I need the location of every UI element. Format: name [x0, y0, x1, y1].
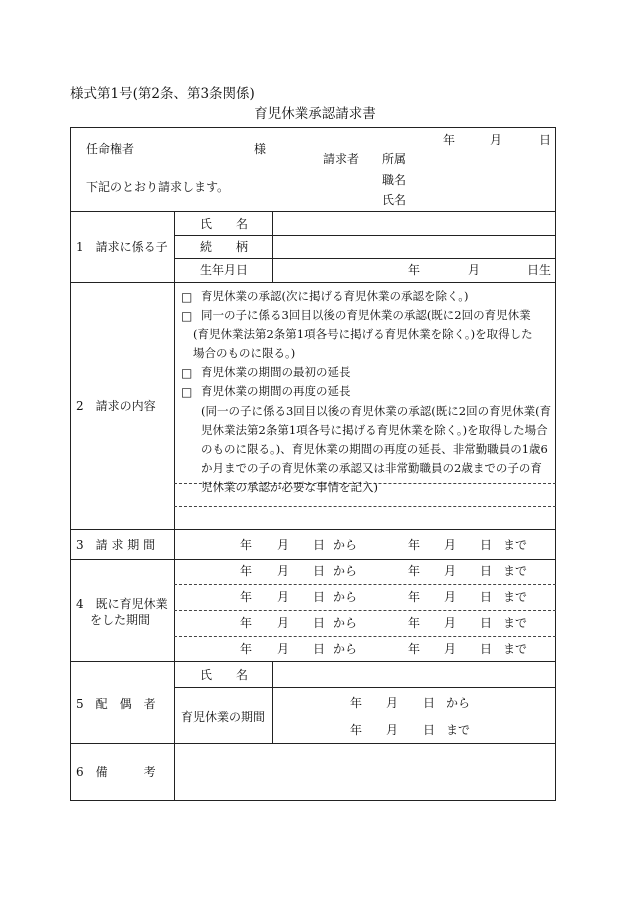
- s4r2-from-day: 日: [313, 590, 326, 604]
- s4r4-to-suffix: まで: [503, 642, 528, 656]
- document-title: 育児休業承認請求書: [254, 106, 376, 122]
- s3-to-suffix: まで: [503, 538, 528, 552]
- s4r4-from-day: 日: [313, 642, 326, 656]
- birth-year: 年: [408, 263, 421, 277]
- section3-label: 3 請 求 期 間: [76, 538, 156, 552]
- authority-label: 任命権者: [86, 142, 135, 156]
- s4r4-from-month: 月: [277, 642, 290, 656]
- s3-from-month: 月: [277, 538, 290, 552]
- option1-checkbox[interactable]: □: [181, 290, 193, 304]
- s4r2-from-suffix: から: [333, 590, 358, 604]
- s4r1-to-year: 年: [408, 564, 421, 578]
- s5-to-year: 年: [350, 723, 363, 737]
- s4r3-from-suffix: から: [333, 616, 358, 630]
- name-label: 氏名: [382, 193, 407, 207]
- s5-to-day: 日: [423, 723, 436, 737]
- s4r4-from-year: 年: [240, 642, 253, 656]
- s4r3-to-year: 年: [408, 616, 421, 630]
- option3-text: 育児休業の期間の最初の延長: [201, 365, 351, 379]
- s3-to-day: 日: [480, 538, 493, 552]
- s3-from-year: 年: [240, 538, 253, 552]
- child-relation-label: 続 柄: [200, 240, 249, 254]
- s4r1-from-day: 日: [313, 564, 326, 578]
- s4r1-from-month: 月: [277, 564, 290, 578]
- section4-row-line-2: [174, 610, 556, 611]
- section2-label: 2 請求の内容: [76, 399, 156, 413]
- s4r1-to-suffix: まで: [503, 564, 528, 578]
- divider-section4: [70, 661, 556, 662]
- s4r3-to-day: 日: [480, 616, 493, 630]
- spouse-period-label: 育児休業の期間: [181, 710, 266, 724]
- child-birth-label: 生年月日: [200, 263, 249, 277]
- section1-row-line-2: [174, 258, 556, 259]
- honorific: 様: [254, 142, 267, 156]
- label-column-divider: [174, 211, 175, 283]
- form-number: 様式第1号(第2条、第3条関係): [70, 86, 255, 102]
- s4r2-from-month: 月: [277, 590, 290, 604]
- s4r4-from-suffix: から: [333, 642, 358, 656]
- s4r4-to-month: 月: [444, 642, 457, 656]
- option4-checkbox[interactable]: □: [181, 385, 193, 399]
- section4-label-1: 4 既に育児休業: [76, 597, 168, 611]
- section1-label: 1 請求に係る子: [76, 240, 168, 254]
- birth-month: 月: [468, 263, 481, 277]
- s4r1-from-suffix: から: [333, 564, 358, 578]
- section5-field-divider: [272, 661, 273, 743]
- option2-checkbox[interactable]: □: [181, 309, 193, 323]
- s4r3-to-suffix: まで: [503, 616, 528, 630]
- spouse-name-label: 氏 名: [200, 668, 249, 682]
- option4-text: 育児休業の期間の再度の延長: [201, 384, 351, 398]
- birth-day: 日生: [527, 263, 552, 277]
- request-text: 下記のとおり請求します。: [86, 180, 230, 194]
- section4-label-2: をした期間: [90, 613, 151, 627]
- label-column-divider-3: [174, 529, 175, 559]
- date-day: 日: [539, 133, 552, 147]
- s3-from-suffix: から: [333, 538, 358, 552]
- option3-checkbox[interactable]: □: [181, 366, 193, 380]
- s5-to-suffix: まで: [446, 723, 471, 737]
- s4r3-from-month: 月: [277, 616, 290, 630]
- s4r1-to-day: 日: [480, 564, 493, 578]
- divider-section2: [70, 529, 556, 530]
- s4r2-to-month: 月: [444, 590, 457, 604]
- position-label: 職名: [382, 173, 407, 187]
- divider-section5: [70, 743, 556, 744]
- s4r4-to-year: 年: [408, 642, 421, 656]
- s4r1-from-year: 年: [240, 564, 253, 578]
- section6-label: 6 備 考: [76, 765, 156, 779]
- s5-from-suffix: から: [446, 696, 471, 710]
- date-month: 月: [490, 133, 503, 147]
- divider-section1: [70, 282, 556, 283]
- option2-text-cont-1: (育児休業法第2条第1項各号に掲げる育児休業を除く。)を取得した: [193, 327, 533, 341]
- divider-applicant: [70, 211, 556, 212]
- date-year: 年: [443, 133, 456, 147]
- child-name-label: 氏 名: [200, 217, 249, 231]
- s4r1-to-month: 月: [444, 564, 457, 578]
- s4r2-to-day: 日: [480, 590, 493, 604]
- section2-write-line-2: [174, 506, 556, 507]
- s5-from-year: 年: [350, 696, 363, 710]
- s4r2-from-year: 年: [240, 590, 253, 604]
- affiliation-label: 所属: [382, 152, 407, 166]
- option2-text: 同一の子に係る3回目以後の育児休業の承認(既に2回の育児休業: [201, 308, 531, 322]
- s3-to-year: 年: [408, 538, 421, 552]
- option2-text-cont-2: 場合のものに限る。): [193, 346, 296, 360]
- s4r3-from-year: 年: [240, 616, 253, 630]
- s5-from-day: 日: [423, 696, 436, 710]
- s3-from-day: 日: [313, 538, 326, 552]
- s4r3-to-month: 月: [444, 616, 457, 630]
- option1-text: 育児休業の承認(次に掲げる育児休業の承認を除く。): [201, 289, 469, 303]
- section4-row-line-3: [174, 636, 556, 637]
- label-column-divider-6: [174, 743, 175, 801]
- section5-row-line: [174, 687, 556, 688]
- section2-note: (同一の子に係る3回目以後の育児休業の承認(既に2回の育児休業(育児休業法第2条第1項各号に掲げる育児休業を除く。)を取得した場合のものに限る。)、育児休業の期間の再度の延長、非常勤職員の1歳6か月までの子の育児休業の承認又は非常勤職員の2歳までの子の育児休業の承認が必要な事情を記入): [201, 404, 552, 494]
- s3-to-month: 月: [444, 538, 457, 552]
- s4r3-from-day: 日: [313, 616, 326, 630]
- s4r2-to-year: 年: [408, 590, 421, 604]
- s5-to-month: 月: [386, 723, 399, 737]
- s4r2-to-suffix: まで: [503, 590, 528, 604]
- s4r4-to-day: 日: [480, 642, 493, 656]
- requester-label: 請求者: [323, 152, 360, 166]
- section4-row-line-1: [174, 584, 556, 585]
- label-column-divider-5: [174, 661, 175, 743]
- s5-from-month: 月: [386, 696, 399, 710]
- label-column-divider-2: [174, 282, 175, 529]
- section1-field-divider: [272, 211, 273, 283]
- section5-label: 5 配 偶 者: [76, 697, 156, 711]
- section1-row-line-1: [174, 235, 556, 236]
- divider-section3: [70, 559, 556, 560]
